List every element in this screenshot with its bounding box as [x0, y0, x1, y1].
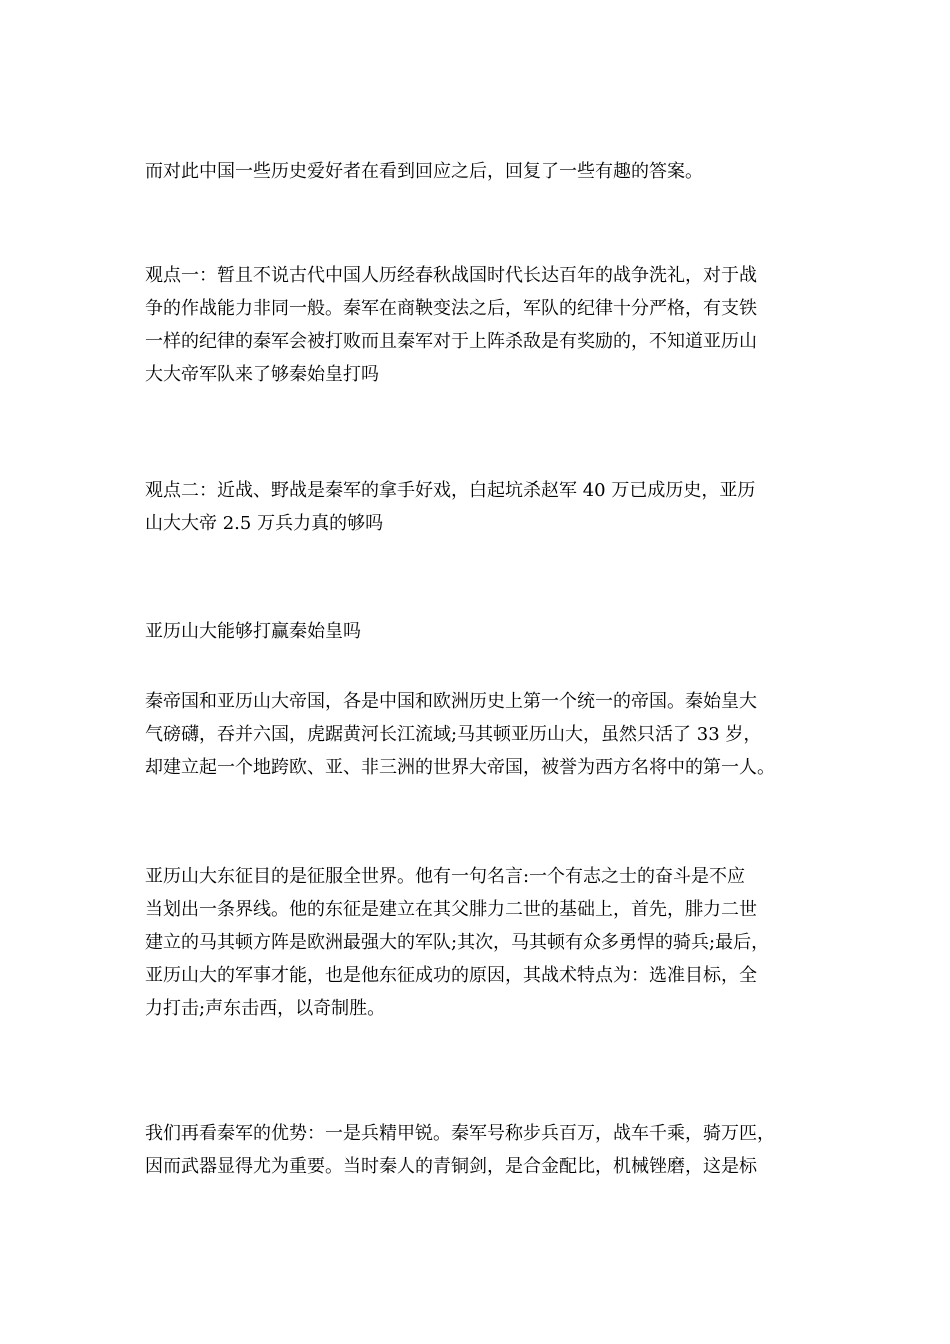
text-line: 而对此中国一些历史爱好者在看到回应之后，回复了一些有趣的答案。 — [145, 161, 703, 182]
paragraph-qin-advantages — [145, 1117, 810, 1183]
text-line: 观点一：暂且不说古代中国人历经春秋战国时代长达百年的战争洗礼，对于战 — [145, 265, 757, 286]
text-line: 却建立起一个地跨欧、亚、非三洲的世界大帝国，被誉为西方名将中的第一人。 — [145, 757, 775, 778]
text-line: 山大大帝 2.5 万兵力真的够吗 — [145, 513, 384, 534]
text-line: 当划出一条界线。他的东征是建立在其父腓力二世的基础上，首先，腓力二世 — [145, 899, 757, 920]
text-line: 因而武器显得尤为重要。当时秦人的青铜剑，是合金配比，机械锉磨，这是标 — [145, 1156, 757, 1177]
paragraph-two-empires — [145, 685, 810, 784]
text-line: 观点二：近战、野战是秦军的拿手好戏，白起坑杀赵军 40 万已成历史，亚历 — [145, 480, 756, 501]
section-heading — [145, 615, 810, 648]
text-line: 力打击;声东击西，以奇制胜。 — [145, 998, 386, 1019]
text-line: 一样的纪律的秦军会被打败而且秦军对于上阵杀敌是有奖励的，不知道亚历山 — [145, 331, 757, 352]
text-line: 建立的马其顿方阵是欧洲最强大的军队;其次，马其顿有众多勇悍的骑兵;最后， — [145, 932, 770, 953]
paragraph-viewpoint-two — [145, 474, 810, 540]
text-line: 争的作战能力非同一般。秦军在商鞅变法之后，军队的纪律十分严格，有支铁 — [145, 298, 757, 319]
text-line: 亚历山大能够打赢秦始皇吗 — [145, 621, 361, 642]
text-line: 亚历山大东征目的是征服全世界。他有一句名言:一个有志之士的奋斗是不应 — [145, 866, 746, 887]
text-line: 气磅礴，吞并六国，虎踞黄河长江流域;马其顿亚历山大，虽然只活了 33 岁， — [145, 724, 762, 745]
text-line: 大大帝军队来了够秦始皇打吗 — [145, 364, 379, 385]
text-line: 亚历山大的军事才能，也是他东征成功的原因，其战术特点为：选准目标，全 — [145, 965, 757, 986]
paragraph-responses-intro — [145, 155, 810, 188]
text-line: 秦帝国和亚历山大帝国，各是中国和欧洲历史上第一个统一的帝国。秦始皇大 — [145, 691, 757, 712]
text-line: 我们再看秦军的优势：一是兵精甲锐。秦军号称步兵百万，战车千乘，骑万匹， — [145, 1123, 775, 1144]
paragraph-viewpoint-one — [145, 259, 810, 391]
paragraph-alexander-campaign — [145, 860, 810, 1025]
